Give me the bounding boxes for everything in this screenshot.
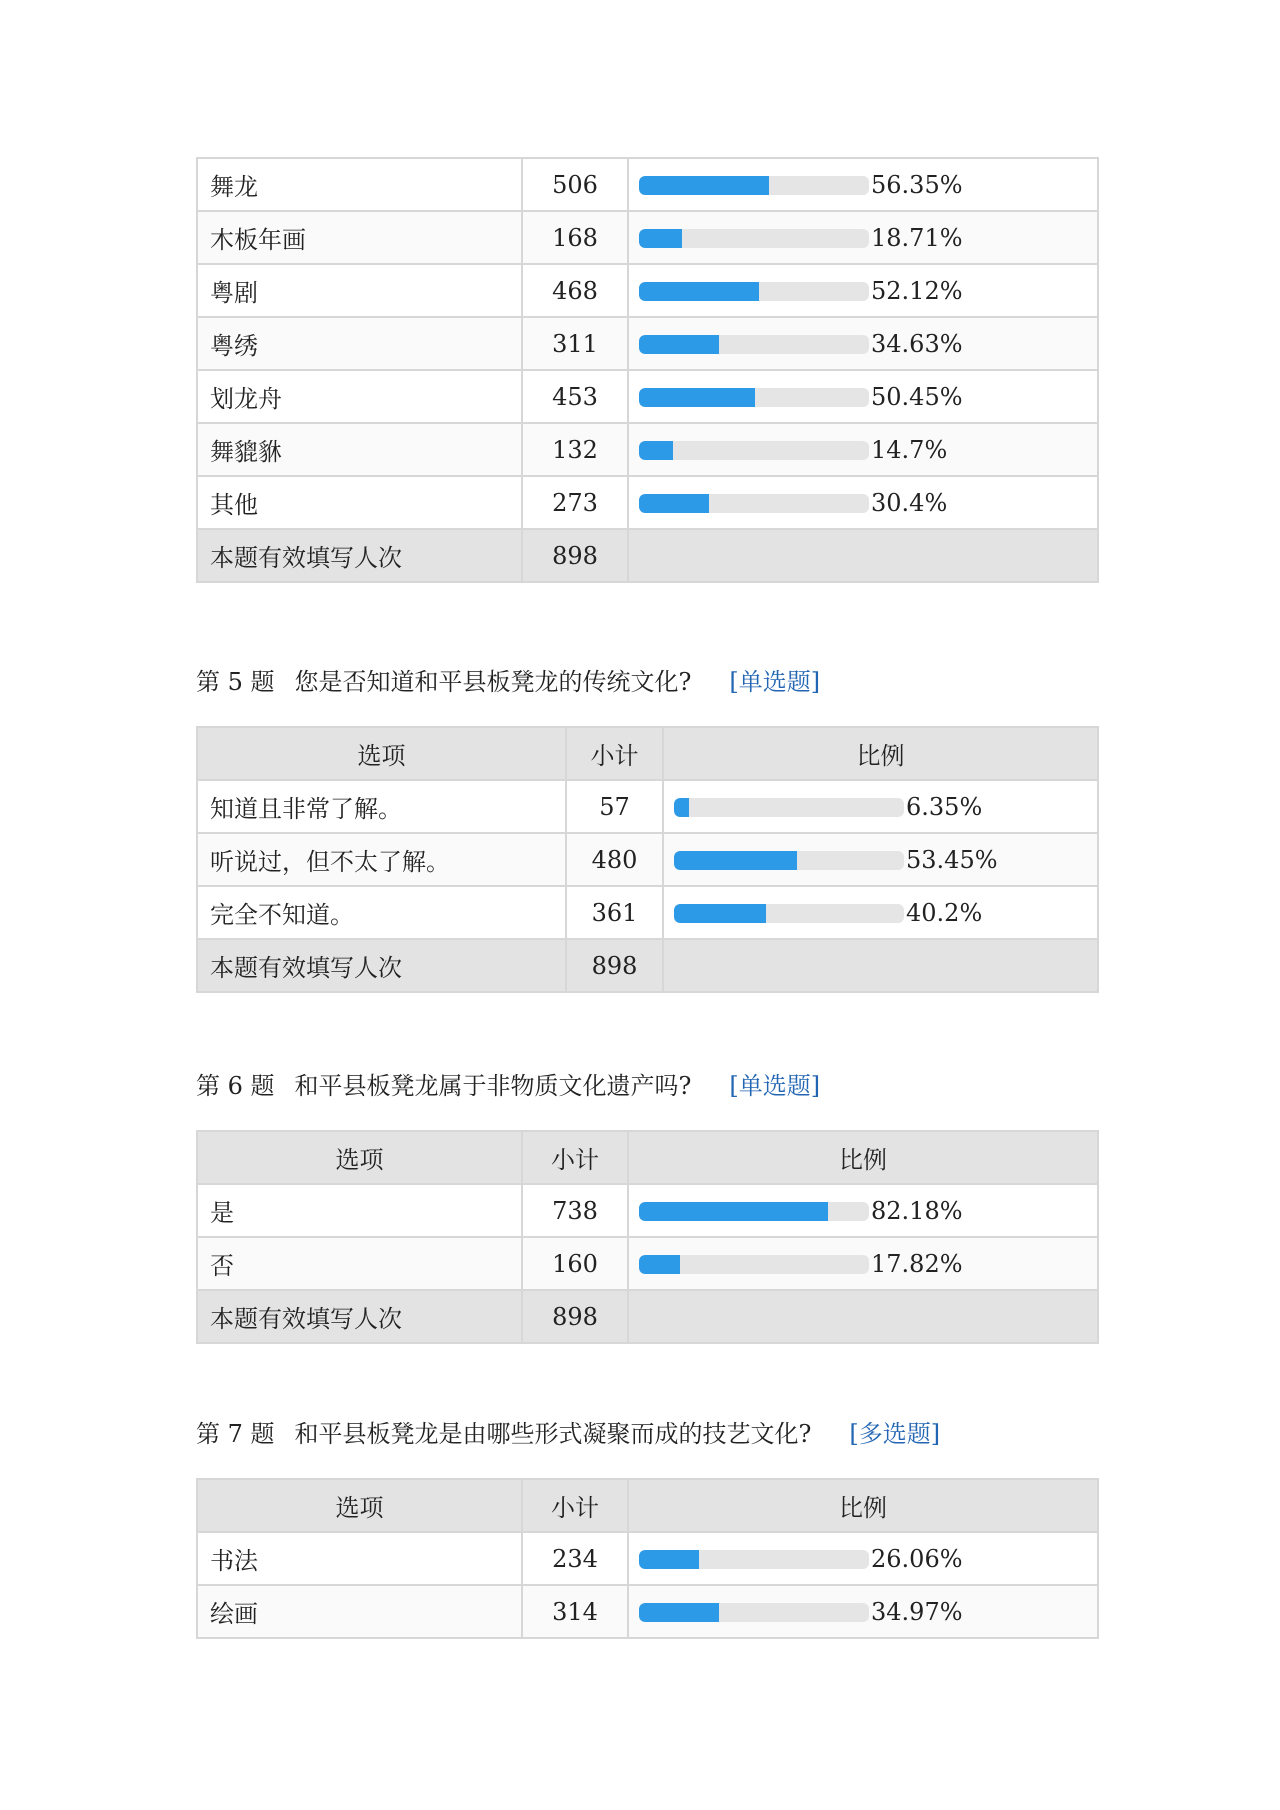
percent-value: 82.18%	[871, 1197, 963, 1226]
progress-bar	[639, 176, 869, 195]
table-row	[197, 423, 1098, 476]
column-header-option: 选项	[197, 1479, 522, 1532]
table-row	[197, 1532, 1098, 1585]
question-type-label: [单选题]	[729, 1072, 821, 1100]
total-empty-cell	[628, 1290, 1098, 1343]
percent-value: 52.12%	[871, 277, 963, 306]
column-header-option: 选项	[197, 1131, 522, 1184]
ratio-cell	[628, 211, 1098, 264]
total-label: 本题有效填写人次	[197, 1290, 522, 1343]
progress-bar-fill	[674, 851, 797, 870]
count-value: 468	[522, 264, 628, 317]
total-row	[197, 1290, 1098, 1343]
total-label: 本题有效填写人次	[197, 939, 566, 992]
percent-value: 34.97%	[871, 1598, 963, 1627]
count-value: 314	[522, 1585, 628, 1638]
count-value: 480	[566, 833, 663, 886]
table-row	[197, 780, 1098, 833]
count-value: 132	[522, 423, 628, 476]
table-row	[197, 886, 1098, 939]
results-table-q6	[196, 1130, 1099, 1344]
total-label: 本题有效填写人次	[197, 529, 522, 582]
table-header-row	[197, 727, 1098, 780]
column-header-ratio: 比例	[628, 1131, 1098, 1184]
progress-bar-fill	[639, 1550, 699, 1569]
progress-bar-fill	[639, 494, 709, 513]
option-label: 舞龙	[197, 158, 522, 211]
percent-value: 30.4%	[871, 489, 948, 518]
option-label: 书法	[197, 1532, 522, 1585]
question-text: 您是否知道和平县板凳龙的传统文化?	[294, 668, 692, 696]
table-row	[197, 370, 1098, 423]
percent-value: 50.45%	[871, 383, 963, 412]
option-label: 木板年画	[197, 211, 522, 264]
count-value: 361	[566, 886, 663, 939]
total-row	[197, 529, 1098, 582]
percent-value: 6.35%	[906, 793, 983, 822]
option-label: 其他	[197, 476, 522, 529]
progress-bar	[639, 1550, 869, 1569]
progress-bar-fill	[674, 904, 766, 923]
option-label: 舞貔貅	[197, 423, 522, 476]
total-count: 898	[522, 529, 628, 582]
count-value: 168	[522, 211, 628, 264]
question-number: 第 7 题	[196, 1420, 275, 1448]
results-table-q4-continued	[196, 157, 1099, 583]
percent-value: 26.06%	[871, 1545, 963, 1574]
table-row	[197, 211, 1098, 264]
progress-bar-fill	[639, 1202, 828, 1221]
table-header-row	[197, 1479, 1098, 1532]
ratio-cell	[663, 886, 1098, 939]
question-5	[196, 662, 820, 697]
percent-value: 40.2%	[906, 899, 983, 928]
option-label: 粤绣	[197, 317, 522, 370]
question-number: 第 6 题	[196, 1072, 275, 1100]
results-table-q7	[196, 1478, 1099, 1639]
table-row	[197, 264, 1098, 317]
total-empty-cell	[663, 939, 1098, 992]
count-value: 738	[522, 1184, 628, 1237]
column-header-option: 选项	[197, 727, 566, 780]
table-row	[197, 1585, 1098, 1638]
table-row	[197, 476, 1098, 529]
count-value: 160	[522, 1237, 628, 1290]
column-header-ratio: 比例	[628, 1479, 1098, 1532]
question-number: 第 5 题	[196, 668, 275, 696]
total-count: 898	[566, 939, 663, 992]
option-label: 粤剧	[197, 264, 522, 317]
progress-bar-fill	[639, 388, 755, 407]
column-header-count: 小计	[522, 1131, 628, 1184]
progress-bar-fill	[639, 176, 769, 195]
progress-bar	[639, 441, 869, 460]
table-body	[197, 158, 1098, 582]
progress-bar-fill	[639, 335, 719, 354]
column-header-count: 小计	[522, 1479, 628, 1532]
question-7	[196, 1414, 940, 1449]
percent-value: 56.35%	[871, 171, 963, 200]
progress-bar	[674, 851, 904, 870]
progress-bar	[639, 1603, 869, 1622]
total-empty-cell	[628, 529, 1098, 582]
option-label: 否	[197, 1237, 522, 1290]
table-body	[197, 1184, 1098, 1343]
count-value: 506	[522, 158, 628, 211]
table-header-row	[197, 1131, 1098, 1184]
option-label: 是	[197, 1184, 522, 1237]
option-label: 完全不知道。	[197, 886, 566, 939]
table-row	[197, 1237, 1098, 1290]
ratio-cell	[628, 158, 1098, 211]
progress-bar-fill	[639, 282, 759, 301]
progress-bar-fill	[639, 441, 673, 460]
ratio-cell	[628, 370, 1098, 423]
count-value: 273	[522, 476, 628, 529]
ratio-cell	[628, 317, 1098, 370]
progress-bar	[639, 282, 869, 301]
ratio-cell	[628, 423, 1098, 476]
ratio-cell	[628, 1237, 1098, 1290]
progress-bar-fill	[639, 1255, 680, 1274]
progress-bar	[639, 494, 869, 513]
ratio-cell	[628, 264, 1098, 317]
ratio-cell	[628, 1532, 1098, 1585]
table-body	[197, 780, 1098, 992]
question-type-label: [单选题]	[729, 668, 821, 696]
progress-bar	[674, 798, 904, 817]
option-label: 知道且非常了解。	[197, 780, 566, 833]
question-text: 和平县板凳龙是由哪些形式凝聚而成的技艺文化?	[294, 1420, 812, 1448]
table-body	[197, 1532, 1098, 1638]
total-count: 898	[522, 1290, 628, 1343]
progress-bar-fill	[674, 798, 689, 817]
progress-bar	[639, 1202, 869, 1221]
table-row	[197, 158, 1098, 211]
count-value: 57	[566, 780, 663, 833]
question-text: 和平县板凳龙属于非物质文化遗产吗?	[294, 1072, 692, 1100]
results-table-q5	[196, 726, 1099, 993]
percent-value: 17.82%	[871, 1250, 963, 1279]
option-label: 绘画	[197, 1585, 522, 1638]
progress-bar	[639, 388, 869, 407]
progress-bar	[639, 1255, 869, 1274]
progress-bar	[639, 335, 869, 354]
option-label: 划龙舟	[197, 370, 522, 423]
progress-bar-fill	[639, 229, 682, 248]
table-row	[197, 317, 1098, 370]
count-value: 234	[522, 1532, 628, 1585]
question-type-label: [多选题]	[849, 1420, 941, 1448]
option-label: 听说过，但不太了解。	[197, 833, 566, 886]
progress-bar	[639, 229, 869, 248]
percent-value: 53.45%	[906, 846, 998, 875]
ratio-cell	[628, 1184, 1098, 1237]
ratio-cell	[663, 833, 1098, 886]
ratio-cell	[628, 1585, 1098, 1638]
total-row	[197, 939, 1098, 992]
question-6	[196, 1066, 820, 1101]
column-header-ratio: 比例	[663, 727, 1098, 780]
count-value: 311	[522, 317, 628, 370]
percent-value: 14.7%	[871, 436, 948, 465]
ratio-cell	[663, 780, 1098, 833]
column-header-count: 小计	[566, 727, 663, 780]
count-value: 453	[522, 370, 628, 423]
ratio-cell	[628, 476, 1098, 529]
percent-value: 18.71%	[871, 224, 963, 253]
percent-value: 34.63%	[871, 330, 963, 359]
progress-bar-fill	[639, 1603, 719, 1622]
table-row	[197, 1184, 1098, 1237]
table-row	[197, 833, 1098, 886]
progress-bar	[674, 904, 904, 923]
